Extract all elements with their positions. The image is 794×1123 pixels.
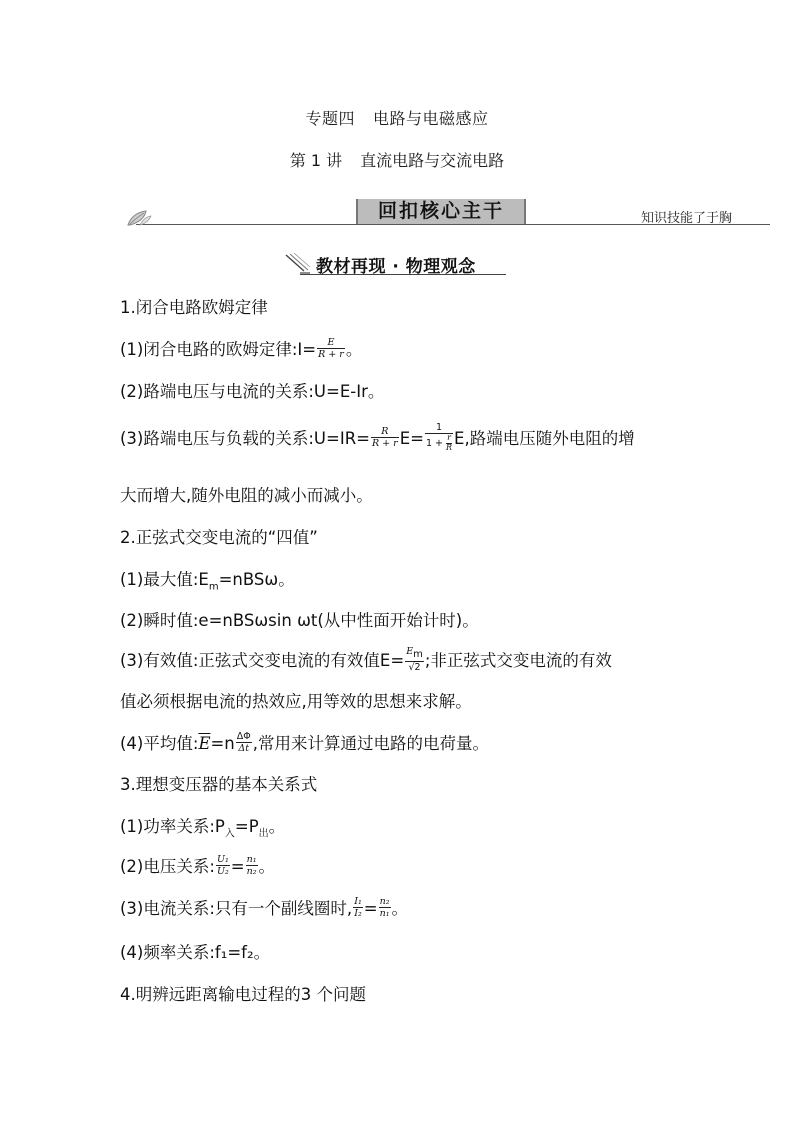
fraction-u1-over-u2: $\frac{\text{U₁}}{\text{U₂}}$	[216, 853, 229, 877]
terminal-voltage-load-continuation: 大而增大,随外电阻的减小而减小。	[120, 486, 373, 505]
banner-slogan: 知识技能了于胸	[641, 211, 733, 226]
heading-long-distance: 4.明辨远距离输电过程的3 个问题	[120, 985, 366, 1004]
effective-value-continuation: 值必须根据电流的热效应,用等效的思想来求解。	[120, 692, 472, 711]
current-relation-line: (3)电流关系:只有一个副线圈时, $\frac{\text{I₁}}{\text{I₂}}$ = $\frac{\text{n₂}}{\text{n₁}}$ 。	[120, 895, 409, 919]
fraction-r-over-rr: $\frac{R}{R + r}$	[372, 425, 398, 449]
voltage-relation-line: (2)电压关系: $\frac{\text{U₁}}{\text{U₂}}$ = $\frac{\text{n₁}}{\text{n₂}}$ 。	[120, 853, 276, 877]
instant-value-line: (2)瞬时值:e=nBSωsin ωt(从中性面开始计时)。	[120, 611, 479, 630]
terminal-voltage-current-line: (2)路端电压与电流的关系:U=E-Ir。	[120, 382, 385, 401]
frequency-relation-line: (4)频率关系:f₁=f₂。	[120, 943, 271, 962]
section-banner-rule	[300, 274, 506, 275]
leaf-icon	[126, 209, 152, 227]
topic-name: 电路与电磁感应	[373, 109, 489, 128]
topic-number: 专题四	[305, 109, 355, 128]
lecture-title	[0, 148, 794, 171]
section-banner-title: 教材再现 · 物理观念	[316, 257, 476, 277]
ohm-law-line: (1)闭合电路的欧姆定律:I= $\frac{E}{R + r}$ 。	[120, 336, 363, 360]
fraction-n2-over-n1: $\frac{\text{n₂}}{\text{n₁}}$	[379, 895, 390, 919]
fraction-one-over-ratio: 1 1 + $\frac{r}{R}$	[425, 422, 453, 453]
fraction-n1-over-n2: $\frac{\text{n₁}}{\text{n₂}}$	[246, 853, 257, 877]
fraction-e-over-rr: $\frac{E}{R + r}$	[318, 336, 344, 360]
effective-value-line: (3)有效值:正弦式交变电流的有效值E= $\frac{E_m}{√2}$ ;非正弦式交变电流的有效	[120, 645, 612, 673]
pen-icon	[284, 251, 312, 275]
fraction-em-over-root2: $\frac{E_m}{√2}$	[406, 645, 423, 673]
topic-title	[0, 106, 794, 129]
banner-title: 回扣核心主干	[377, 200, 504, 222]
heading-transformer: 3.理想变压器的基本关系式	[120, 775, 318, 794]
lecture-name: 直流电路与交流电路	[360, 151, 505, 170]
fraction-dphi-over-dt: $\frac{\Delta\Phi}{\Delta t}$	[236, 730, 251, 754]
power-relation-line: (1)功率关系$:P_入=P_出$。	[120, 817, 286, 840]
terminal-voltage-load-line: (3)路端电压与负载的关系:U=IR= $\frac{R}{R + r}$ E= 1 1 + $\frac{r}{R}$ E,路端电压随外电阻的增	[120, 422, 635, 453]
fraction-i1-over-i2: $\frac{\text{I₁}}{\text{I₂}}$	[354, 895, 362, 919]
heading-four-values: 2.正弦式交变电流的“四值”	[120, 528, 318, 547]
max-value-line: (1)最大值$:E_m=nBS\omega$。	[120, 570, 295, 593]
average-value-line: (4)平均值$:\overline{E}=n$ $\frac{\Delta\Phi}{\Delta t}$ ,常用来计算通过电路的电荷量。	[120, 730, 490, 754]
lecture-number: 第 1 讲	[289, 151, 343, 170]
heading-ohm: 1.闭合电路欧姆定律	[120, 298, 268, 317]
